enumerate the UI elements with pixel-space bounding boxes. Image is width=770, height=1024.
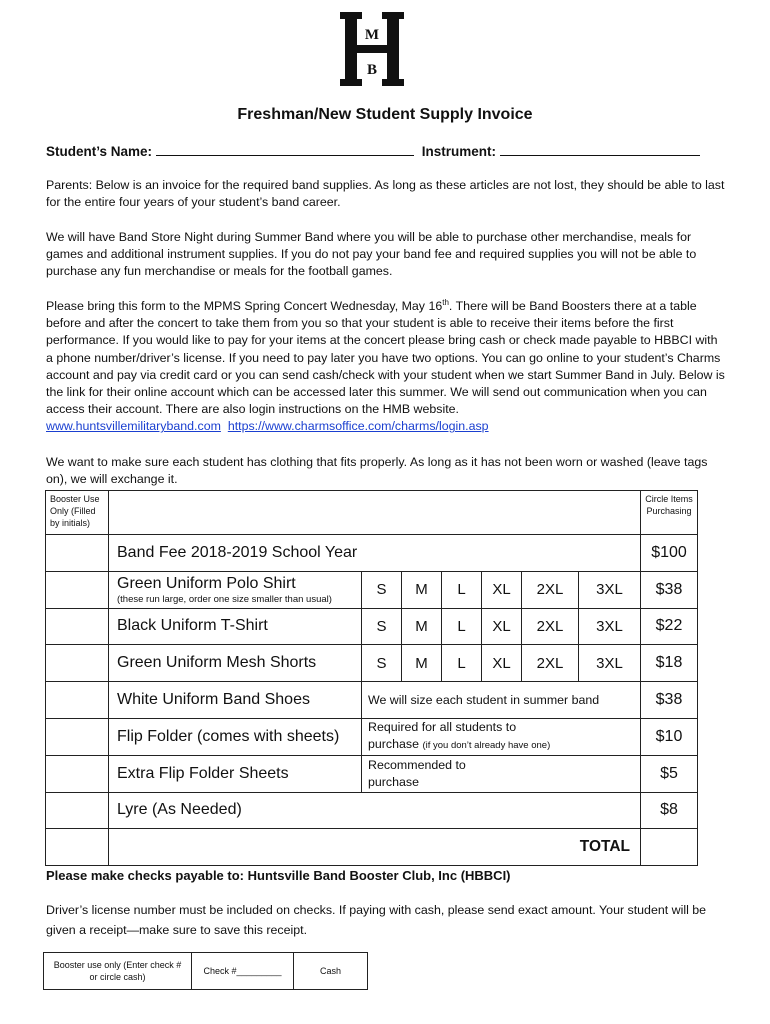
concert-paragraph xyxy=(46,298,726,436)
table-row xyxy=(46,755,698,792)
student-name-field[interactable] xyxy=(156,144,414,156)
intro-paragraph: Parents: Below is an invoice for the required band supplies. As long as these articles are not lost, they should be able to last for the entire four years of your student’s band career. xyxy=(46,178,725,210)
band-store-paragraph: We will have Band Store Night during Summer Band where you will be able to purchase other merchandise, meals for games and additional instrument supplies. If you do not pay your band fee and required supplies you will not be able to purchase any fun merchandise or meals for the football games. xyxy=(46,230,697,279)
size-option[interactable]: 3XL xyxy=(579,571,641,608)
table-row xyxy=(46,608,698,645)
item-name: Lyre (As Needed) xyxy=(109,792,641,829)
size-option[interactable]: XL xyxy=(482,608,522,645)
size-option[interactable]: M xyxy=(402,571,442,608)
concert-text-b: . There will be Band Boosters there at a table before and after the concert to take them from you so that your student is able to receive their items before the first performance. If you would like to pay for your items at the concert please bring cash or check made payable to HBBCI with a phone number/driver’s license. If you need to pay later you have two options. You can go online to your student’s Charms account and pay via credit card or you can send cash/check with your student when we start Summer Band in July. Below is the link for their online account which can be accessed later this summer. We will send out communication when you can access their account. There are also login instructions on the HMB website. xyxy=(46,299,725,417)
booster-initials-cell[interactable] xyxy=(46,608,109,645)
item-price[interactable]: $10 xyxy=(641,718,698,755)
booster-initials-cell[interactable] xyxy=(46,682,109,719)
item-description-line1: Recommended to xyxy=(368,757,466,772)
concert-text-a: Please bring this form to the MPMS Spring Concert Wednesday, May 16 xyxy=(46,299,443,313)
item-price[interactable]: $18 xyxy=(641,645,698,682)
check-number-field[interactable]: Check #_________ xyxy=(192,953,294,990)
hmb-website-link[interactable]: www.huntsvillemilitaryband.com xyxy=(46,419,221,434)
booster-initials-cell[interactable] xyxy=(46,645,109,682)
item-name-cell xyxy=(109,571,362,608)
booster-use-box xyxy=(43,952,368,990)
total-row xyxy=(46,829,698,866)
size-option[interactable]: L xyxy=(442,645,482,682)
student-info-line xyxy=(46,144,700,159)
table-row xyxy=(46,718,698,755)
total-label: TOTAL xyxy=(109,829,641,866)
instrument-label: Instrument: xyxy=(421,144,497,159)
booster-initials-cell[interactable] xyxy=(46,829,109,866)
item-name: Green Uniform Mesh Shorts xyxy=(109,645,362,682)
item-description xyxy=(362,718,641,755)
size-option[interactable]: M xyxy=(402,608,442,645)
item-name: Flip Folder (comes with sheets) xyxy=(109,718,362,755)
size-option[interactable]: L xyxy=(442,571,482,608)
size-option[interactable]: M xyxy=(402,645,442,682)
total-amount-cell[interactable] xyxy=(641,829,698,866)
item-name: White Uniform Band Shoes xyxy=(109,682,362,719)
booster-use-label: Booster use only (Enter check # or circle cash) xyxy=(44,953,192,990)
item-description-line2: purchase xyxy=(368,737,419,752)
item-name: Black Uniform T-Shirt xyxy=(109,608,362,645)
size-option[interactable]: 3XL xyxy=(579,645,641,682)
size-option[interactable]: 2XL xyxy=(522,645,579,682)
item-description-line2: purchase xyxy=(368,774,419,789)
table-row xyxy=(46,535,698,572)
item-description-line1: Required for all students to xyxy=(368,720,517,735)
table-row xyxy=(46,792,698,829)
size-option[interactable]: S xyxy=(362,645,402,682)
size-option[interactable]: L xyxy=(442,608,482,645)
item-name: Extra Flip Folder Sheets xyxy=(109,755,362,792)
item-description-note: (if you don’t already have one) xyxy=(422,740,551,752)
table-header-row xyxy=(46,491,698,535)
size-option[interactable]: XL xyxy=(482,571,522,608)
booster-initials-cell[interactable] xyxy=(46,535,109,572)
hmb-logo xyxy=(340,12,404,86)
cash-option[interactable]: Cash xyxy=(294,953,368,990)
student-name-label: Student’s Name: xyxy=(46,144,153,159)
instrument-field[interactable] xyxy=(500,144,700,156)
payment-instructions: Driver’s license number must be included on checks. If paying with cash, please send exact amount. Your student will be given a receipt—make sure to save this receipt. xyxy=(46,903,707,937)
size-option[interactable]: 2XL xyxy=(522,608,579,645)
size-option[interactable]: 2XL xyxy=(522,571,579,608)
checks-payable-heading: Please make checks payable to: Huntsville Band Booster Club, Inc (HBBCI) xyxy=(46,868,511,883)
item-note: (these run large, order one size smaller than usual) xyxy=(117,593,332,605)
item-name: Band Fee 2018-2019 School Year xyxy=(109,535,641,572)
logo-letter-m: M xyxy=(364,27,380,43)
table-row xyxy=(46,682,698,719)
date-suffix: th xyxy=(442,297,449,307)
booster-use-header: Booster Use Only (Filled by initials) xyxy=(46,491,109,535)
size-option[interactable]: 3XL xyxy=(579,608,641,645)
item-description: We will size each student in summer band xyxy=(362,682,641,719)
item-price[interactable]: $38 xyxy=(641,682,698,719)
size-option[interactable]: S xyxy=(362,571,402,608)
booster-initials-cell[interactable] xyxy=(46,571,109,608)
circle-items-header: Circle Items Purchasing xyxy=(641,491,698,535)
charms-login-link[interactable]: https://www.charmsoffice.com/charms/login.asp xyxy=(227,419,489,434)
table-row xyxy=(46,645,698,682)
page-title: Freshman/New Student Supply Invoice xyxy=(237,106,533,123)
logo-letter-b: B xyxy=(366,62,378,78)
exchange-paragraph: We want to make sure each student has clothing that fits properly. As long as it has not been worn or washed (leave tags on), we will exchange it. xyxy=(46,455,708,487)
table-row xyxy=(46,571,698,608)
size-option[interactable]: S xyxy=(362,608,402,645)
item-price[interactable]: $100 xyxy=(641,535,698,572)
booster-initials-cell[interactable] xyxy=(46,718,109,755)
booster-initials-cell[interactable] xyxy=(46,792,109,829)
item-price[interactable]: $8 xyxy=(641,792,698,829)
item-price[interactable]: $22 xyxy=(641,608,698,645)
supply-items-table xyxy=(45,490,698,866)
item-name: Green Uniform Polo Shirt xyxy=(117,574,296,592)
booster-initials-cell[interactable] xyxy=(46,755,109,792)
item-price[interactable]: $38 xyxy=(641,571,698,608)
item-price[interactable]: $5 xyxy=(641,755,698,792)
item-description xyxy=(362,755,641,792)
size-option[interactable]: XL xyxy=(482,645,522,682)
